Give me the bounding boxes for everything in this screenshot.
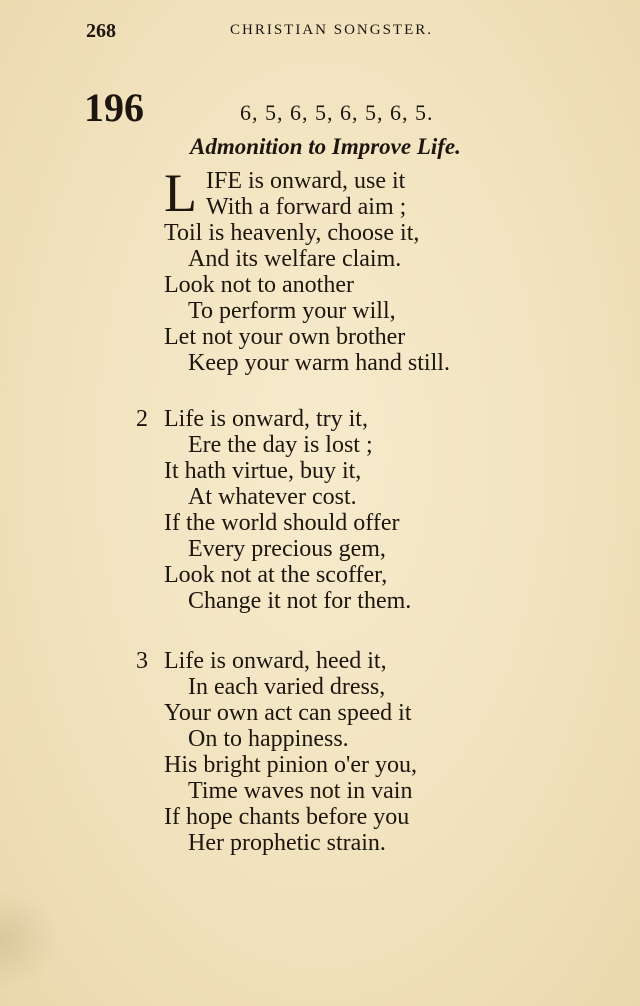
verse-line: In each varied dress,: [188, 674, 386, 700]
verse-number: 2: [136, 406, 148, 432]
verse-line: Ere the day is lost ;: [188, 432, 373, 458]
verse-1: [164, 163, 450, 376]
verse-line: IFE is onward, use it: [206, 168, 406, 194]
verse-line: If the world should offer: [164, 510, 400, 536]
verse-2: [136, 406, 412, 614]
verse-3: [136, 648, 417, 856]
hymn-meter: 6, 5, 6, 5, 6, 5, 6, 5.: [240, 100, 434, 125]
verse-line: Toil is heavenly, choose it,: [164, 220, 420, 246]
verse-line: Look not at the scoffer,: [164, 562, 388, 588]
page-header: [86, 20, 506, 50]
verse-line: His bright pinion o'er you,: [164, 752, 417, 778]
page-number: 268: [86, 20, 116, 42]
verse-line: To perform your will,: [188, 298, 396, 324]
verse-line: With a forward aim ;: [206, 194, 407, 220]
verse-line: Look not to another: [164, 272, 354, 298]
verse-line: Time waves not in vain: [188, 778, 413, 804]
verse-line: Life is onward, try it,: [164, 406, 368, 432]
verse-line: And its welfare claim.: [188, 246, 402, 272]
verse-line: Change it not for them.: [188, 588, 412, 614]
verse-line: At whatever cost.: [188, 484, 357, 510]
verse-line: Life is onward, heed it,: [164, 648, 387, 674]
drop-cap: L: [164, 163, 197, 223]
running-title: CHRISTIAN SONGSTER.: [230, 22, 434, 38]
hymn-number: 196: [84, 85, 144, 130]
verse-line: Your own act can speed it: [164, 700, 412, 726]
hymn-title: Admonition to Improve Life.: [190, 134, 461, 159]
verse-line: If hope chants before you: [164, 804, 410, 830]
verse-line: Let not your own brother: [164, 324, 406, 350]
verse-line: On to happiness.: [188, 726, 349, 752]
verse-line: Every precious gem,: [188, 536, 386, 562]
verse-line: Her prophetic strain.: [188, 830, 386, 856]
verse-number: 3: [136, 648, 148, 674]
page-smudge: [0, 890, 60, 990]
verse-line: It hath virtue, buy it,: [164, 458, 362, 484]
verse-line: Keep your warm hand still.: [188, 350, 450, 376]
